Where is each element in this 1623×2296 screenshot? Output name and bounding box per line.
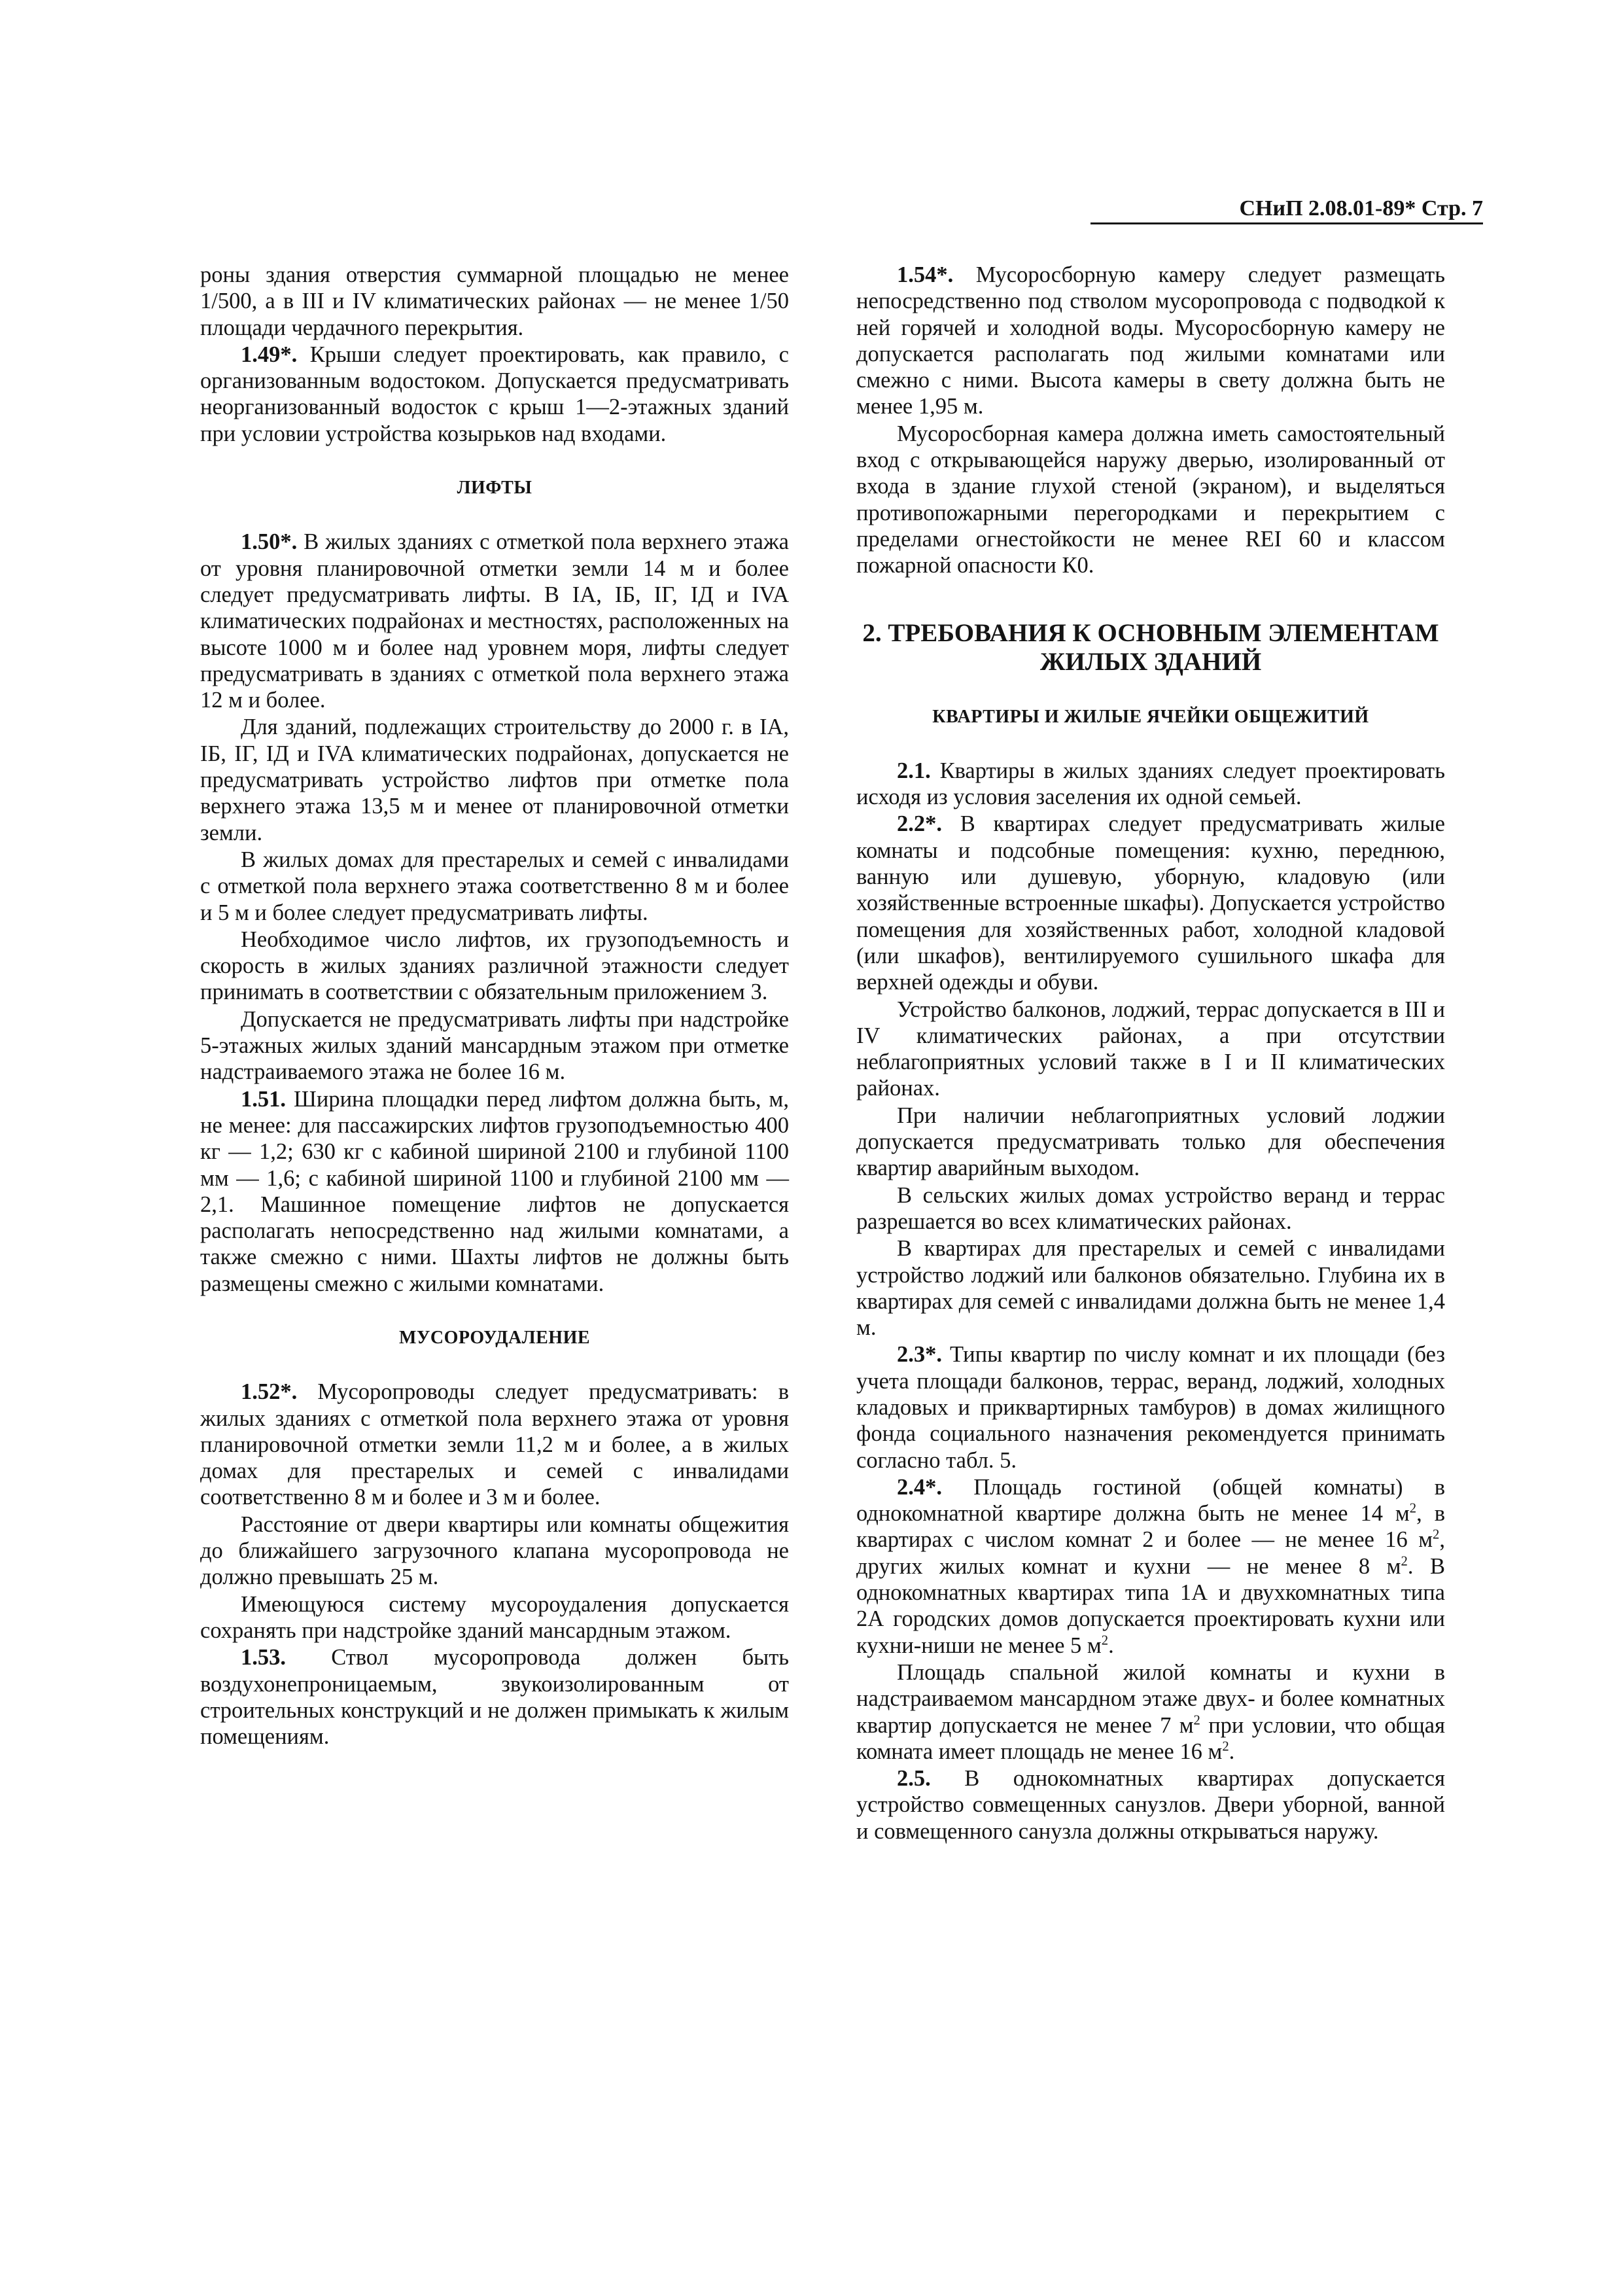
clause-number: 1.53.: [241, 1645, 286, 1670]
clause-text: Площадь гостиной (общей комнаты) в однокомнатной квартире должна быть не менее 14 м: [856, 1474, 1445, 1527]
paragraph-1-49: [200, 342, 789, 447]
superscript: 2: [1222, 1739, 1229, 1754]
clause-number: 1.51.: [241, 1086, 286, 1112]
clause-text: Мусоросборную камеру следует размещать непосредственно под стволом мусоропровода с подводкой к ней горячей и холодной воды. Мусоросборную камеру не допускается располагать под жилыми комнатами или смежно с ними. Высота камеры в свету должна быть не менее 1,95 м.: [856, 262, 1445, 419]
clause-text: .: [1229, 1739, 1235, 1764]
clause-number: 1.52*.: [241, 1379, 298, 1405]
paragraph-2-5: [856, 1765, 1445, 1845]
paragraph-1-52: [200, 1379, 789, 1510]
superscript: 2: [1401, 1554, 1408, 1569]
clause-text: В однокомнатных квартирах допускается устройство совмещенных санузлов. Двери уборной, ванной и совмещенного санузла должны открываться наружу.: [856, 1766, 1445, 1844]
paragraph: При наличии неблагоприятных условий лоджии допускается предусматривать только для обеспечения квартир аварийным выходом.: [856, 1103, 1445, 1181]
clause-number: 2.1.: [897, 758, 931, 783]
paragraph: Мусоросборная камера должна иметь самостоятельный вход с открывающейся наружу дверью, изолированный от входа в здание глухой стеной (экраном), и выделяться противопожарными перегородками и перекрытием с пределами огнестойкости не менее REI 60 и классом пожарной опасности К0.: [856, 421, 1445, 578]
clause-number: 1.49*.: [241, 342, 298, 367]
heading-lifts: ЛИФТЫ: [457, 478, 532, 499]
clause-text: Ствол мусоропровода должен быть воздухонепроницаемым, звукоизолированным от строительных конструкций и не должен примыкать к жилым помещениям.: [200, 1645, 789, 1750]
clause-number: 2.2*.: [897, 811, 942, 837]
clause-text: В жилых зданиях с отметкой пола верхнего этажа от уровня планировочной отметки земли 14 м и более следует предусматривать лифты. В IA, IБ, IГ, IД и IVA климатических подрайонах и местностях, расположенных на высоте 1000 м и более над уровнем моря, лифты следует предусматривать в зданиях с отметкой пола верхнего этажа 12 м и более.: [200, 529, 789, 713]
paragraph-2-3: [856, 1341, 1445, 1473]
paragraph: В сельских жилых домах устройство веранд и террас разрешается во всех климатических районах.: [856, 1182, 1445, 1234]
paragraph: Устройство балконов, лоджий, террас допускается в III и IV климатических районах, а при отсутствии неблагоприятных условий также в I и II климатических районах.: [856, 997, 1445, 1101]
clause-number: 1.54*.: [897, 262, 954, 287]
superscript: 2: [1101, 1633, 1109, 1648]
right-column: [856, 262, 1445, 1845]
heading-apartments: КВАРТИРЫ И ЖИЛЫЕ ЯЧЕЙКИ ОБЩЕЖИТИЙ: [932, 706, 1369, 727]
heading-section-2: 2. ТРЕБОВАНИЯ К ОСНОВНЫМ ЭЛЕМЕНТАМ ЖИЛЫХ ЗДАНИЙ: [862, 618, 1439, 676]
clause-text: при условии, что общая комната имеет площадь не менее 16 м: [856, 1712, 1445, 1764]
clause-text: Мусоропроводы следует предусматривать: в жилых зданиях с отметкой пола верхнего этажа от уровня планировочной отметки земли 11,2 м и более, а в жилых домах для престарелых и семей с инвалидами соответственно 8 м и более и 3 м и более.: [200, 1379, 789, 1510]
paragraph-1-51: [200, 1086, 789, 1297]
superscript: 2: [1409, 1501, 1417, 1516]
clause-text: Площадь спальной жилой комнаты и кухни в надстраиваемом мансардном этаже двух- и более комнатных квартир допускается не менее 7 м: [856, 1659, 1445, 1738]
superscript: 2: [1193, 1713, 1200, 1728]
clause-text: Квартиры в жилых зданиях следует проектировать исходя из условия заселения их одной семьей.: [856, 758, 1445, 810]
clause-text: .: [1108, 1633, 1114, 1658]
clause-text: . В однокомнатных квартирах типа 1А и двухкомнатных типа 2А городских домов допускается проектировать кухни или кухни-ниши не менее 5 м: [856, 1553, 1445, 1658]
paragraph: Для зданий, подлежащих строительству до 2000 г. в IA, IБ, IГ, IД и IVA климатических подрайонах, допускается не предусматривать устройство лифтов при отметке пола верхнего этажа 13,5 м и менее от планировочной отметки земли.: [200, 715, 789, 845]
paragraph-1-50: [200, 529, 789, 713]
paragraph: Имеющуюся систему мусороудаления допускается сохранять при надстройке зданий мансардным этажом.: [200, 1591, 789, 1643]
paragraph: В квартирах для престарелых и семей с инвалидами устройство лоджий или балконов обязательно. Глубина их в квартирах для семей с инвалидами должна быть не менее 1,4 м.: [856, 1236, 1445, 1341]
superscript: 2: [1433, 1527, 1440, 1542]
clause-text: Крыши следует проектировать, как правило, с организованным водостоком. Допускается предусматривать неорганизованный водосток с крыш 1—2-этажных зданий при условии устройства козырьков над входами.: [200, 342, 789, 446]
clause-text: В квартирах следует предусматривать жилые комнаты и подсобные помещения: кухню, переднюю, ванную или душевую, уборную, кладовую (или хозяйственные встроенные шкафы). Допускается устройство помещения для хозяйственных работ, холодной кладовой (или шкафов), вентилируемого сушильного шкафа для верхней одежды и обуви.: [856, 811, 1445, 995]
clause-text: , в квартирах с числом комнат 2 и более — не менее 16 м: [856, 1501, 1445, 1553]
paragraph: [856, 1659, 1445, 1765]
paragraph-2-2: [856, 811, 1445, 995]
paragraph: Расстояние от двери квартиры или комнаты общежития до ближайшего загрузочного клапана мусоропровода не должно превышать 25 м.: [200, 1511, 789, 1590]
paragraph-1-54: [856, 262, 1445, 420]
heading-garbage-removal: МУСОРОУДАЛЕНИЕ: [398, 1327, 591, 1348]
clause-number: 2.3*.: [897, 1342, 942, 1368]
paragraph-2-1: [856, 758, 1445, 811]
clause-number: 1.50*.: [241, 529, 298, 555]
clause-number: 2.4*.: [897, 1474, 942, 1500]
clause-text: Типы квартир по числу комнат и их площади (без учета площади балконов, террас, веранд, лоджий, холодных кладовых и приквартирных тамбуров) в домах жилищного фонда социального назначения рекомендуется принимать согласно табл. 5.: [856, 1342, 1445, 1473]
left-column: [200, 262, 789, 1750]
clause-text: , других жилых комнат и кухни — не менее 8 м: [856, 1527, 1445, 1579]
paragraph-1-53: [200, 1644, 789, 1750]
paragraph-2-4: [856, 1474, 1445, 1659]
paragraph: В жилых домах для престарелых и семей с инвалидами с отметкой пола верхнего этажа соответственно 8 м и более и 5 м и более следует предусматривать лифты.: [200, 847, 789, 925]
clause-text: Ширина площадки перед лифтом должна быть, м, не менее: для пассажирских лифтов грузоподъемностью 400 кг — 1,2; 630 кг с кабиной шириной 2100 и глубиной 1100 мм — 1,6; с кабиной шириной 1100 и глубиной 2100 мм — 2,1. Машинное помещение лифтов не допускается располагать непосредственно над жилыми комнатами, а также смежно с ними. Шахты лифтов не должны быть размещены смежно с жилыми комнатами.: [200, 1086, 789, 1296]
paragraph: Допускается не предусматривать лифты при надстройке 5-этажных жилых зданий мансардным этажом при отметке надстраиваемого этажа не более 16 м.: [200, 1006, 789, 1085]
paragraph: Необходимое число лифтов, их грузоподъемность и скорость в жилых зданиях различной этажности следует принимать в соответствии с обязательным приложением 3.: [200, 927, 789, 1005]
paragraph-continuation: роны здания отверстия суммарной площадью не менее 1/500, а в III и IV климатических районах — не менее 1/50 площади чердачного перекрытия.: [200, 262, 789, 340]
page-header: СНиП 2.08.01-89* Стр. 7: [1091, 196, 1483, 224]
clause-number: 2.5.: [897, 1766, 931, 1792]
